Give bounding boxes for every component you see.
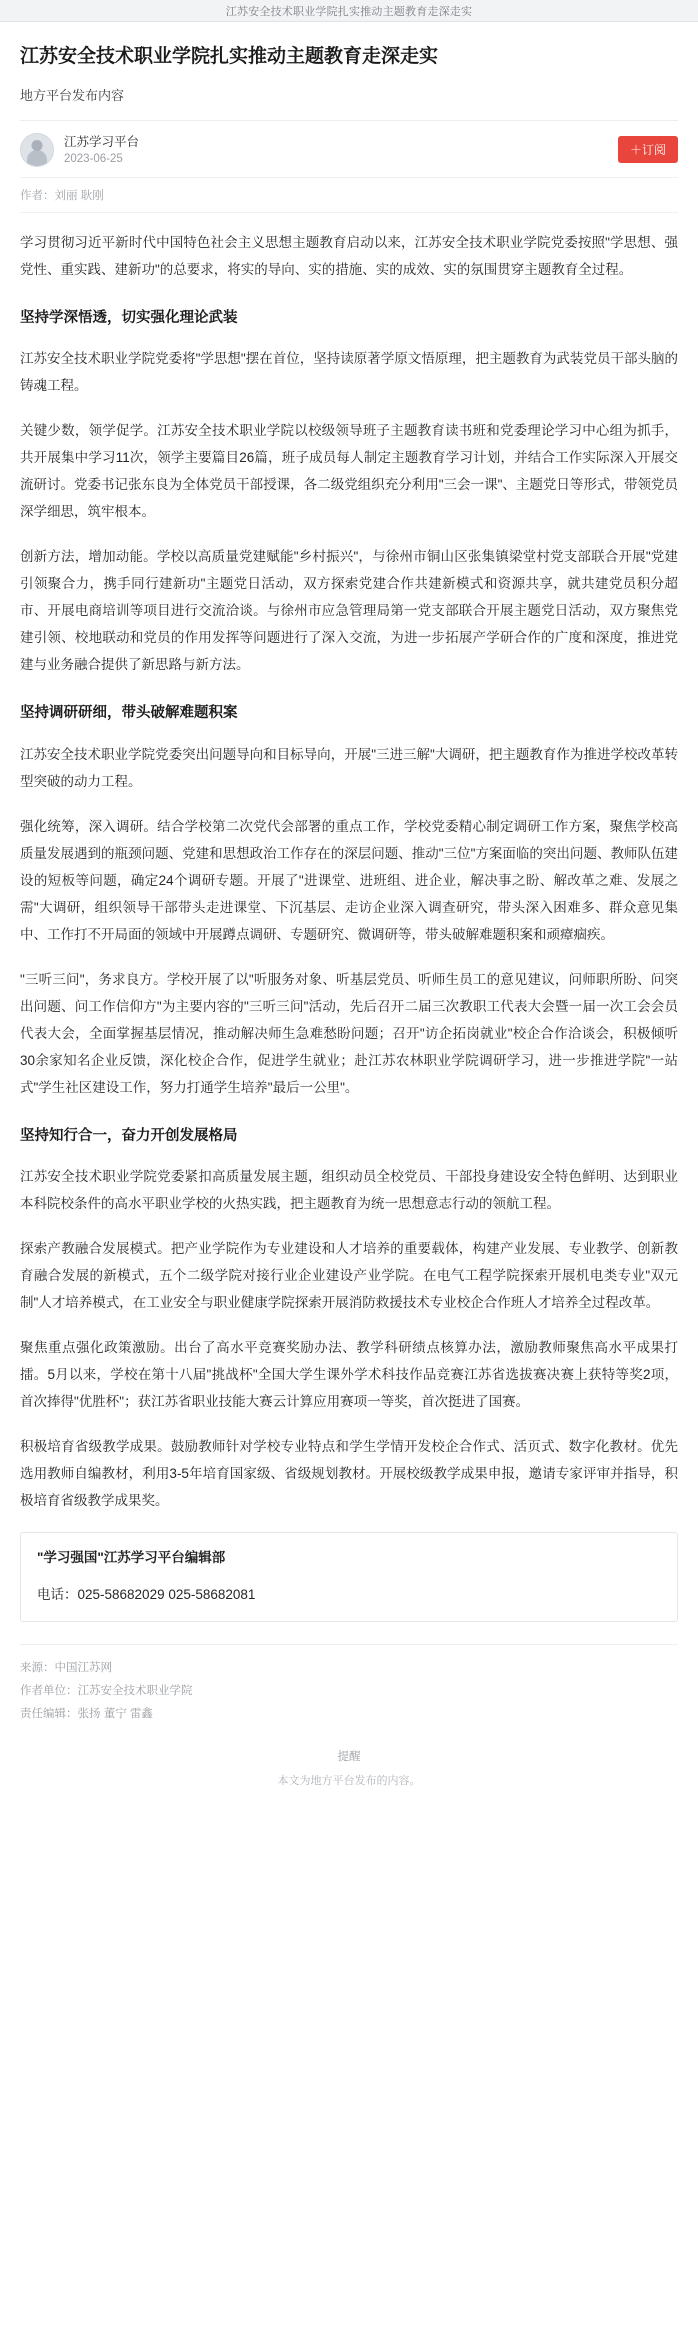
section-heading: 坚持调研研细，带头破解难题积案 xyxy=(20,705,238,722)
publish-date: 2023-06-25 xyxy=(64,152,123,165)
subscribe-button[interactable]: ＋订阅 xyxy=(618,136,678,163)
editorial-contact-box xyxy=(20,1532,678,1622)
paragraph: 探索产教融合发展模式。把产业学院作为专业建设和人才培养的重要载体，构建产业发展、专业教学、创新教育融合发展的新模式，五个二级学院对接行业企业建设产业学院。在电气工程学院探索开展机电类专业"双元制"人才培养模式，在工业安全与职业健康学院探索开展消防救援技术专业校企合作班人才培养全过程改革。 xyxy=(20,1240,678,1310)
article-container xyxy=(0,22,698,1812)
paragraph: 江苏安全技术职业学院党委紧扣高质量发展主题，组织动员全校党员、干部投身建设安全特色鲜明、达到职业本科院校条件的高水平职业学校的火热实践，把主题教育为统一思想意志行动的领航工程。 xyxy=(20,1168,678,1211)
meta-author-unit: 作者单位：江苏安全技术职业学院 xyxy=(20,1684,193,1697)
paragraph: 江苏安全技术职业学院党委突出问题导向和目标导向，开展"三进三解"大调研，把主题教育作为推进学校改革转型突破的动力工程。 xyxy=(20,746,678,789)
contact-phone: 电话：025-58682029 025-58682081 xyxy=(37,1586,256,1602)
page-title: 江苏安全技术职业学院扎实推动主题教育走深走实 xyxy=(20,46,439,67)
source-row xyxy=(20,121,678,178)
user-avatar-icon[interactable] xyxy=(20,133,54,167)
article-body xyxy=(20,213,678,1621)
meta-source: 来源：中国江苏网 xyxy=(20,1661,112,1674)
meta-editor: 责任编辑：张扬 董宁 雷鑫 xyxy=(20,1707,153,1720)
paragraph: 积极培育省级教学成果。鼓励教师针对学校专业特点和学生学情开发校企合作式、活页式、数字化教材。优先选用教师自编教材，利用3-5年培育国家级、省级规划教材。开展校级教学成果申报，邀请专家评审并指导，积极培育省级教学成果奖。 xyxy=(20,1438,678,1508)
paragraph: "三听三问"，务求良方。学校开展了以"听服务对象、听基层党员、听师生员工的意见建议，问师职所盼、问突出问题、问工作信仰方"为主要内容的"三听三问"活动，先后召开二届三次教职工代表大会暨一届一次工会会员代表大会，全面掌握基层情况，推动解决师生急难愁盼问题；召开"访企拓岗就业"校企合作洽谈会，积极倾听30余家知名企业反馈，深化校企合作，促进学生就业；赴江苏农林职业学院调研学习，进一步推进学院"一站式"学生社区建设工作，努力打通学生培养"最后一公里"。 xyxy=(20,971,678,1095)
paragraph: 强化统筹，深入调研。结合学校第二次党代会部署的重点工作，学校党委精心制定调研工作方案，聚焦学校高质量发展遇到的瓶颈问题、党建和思想政治工作存在的深层问题、推动"三位"方案面临的突出问题、教师队伍建设的短板等问题，确定24个调研专题。开展了"进课堂、进班组、进企业，解决事之盼、解改革之难、发展之需"大调研，组织领导干部带头走进课堂、下沉基层、走访企业深入调查研究，带头深入困难多、群众意见集中、工作打不开局面的领域中开展蹲点调研、专题研究、微调研等，带头破解难题积案和顽瘴痼疾。 xyxy=(20,818,678,942)
topbar-title: 江苏安全技术职业学院扎实推动主题教育走深走实 xyxy=(225,5,473,18)
source-name[interactable]: 江苏学习平台 xyxy=(64,134,140,149)
app-topbar xyxy=(0,0,698,22)
paragraph: 聚焦重点强化政策激励。出台了高水平竞赛奖励办法、教学科研绩点核算办法，激励教师聚焦高水平成果打擂。5月以来，学校在第十八届"挑战杯"全国大学生课外学术科技作品竞赛江苏省选拔赛决赛上获特等奖2项，首次捧得"优胜杯"；获江苏省职业技能大赛云计算应用赛项一等奖，首次挺进了国赛。 xyxy=(20,1339,678,1409)
paragraph: 学习贯彻习近平新时代中国特色社会主义思想主题教育启动以来，江苏安全技术职业学院党委按照"学思想、强党性、重实践、建新功"的总要求，将实的导向、实的措施、实的成效、实的氛围贯穿主题教育全过程。 xyxy=(20,235,678,278)
footer-note xyxy=(20,1732,678,1794)
paragraph: 创新方法，增加动能。学校以高质量党建赋能"乡村振兴"，与徐州市铜山区张集镇梁堂村党支部联合开展"党建引领聚合力，携手同行建新功"主题党日活动，双方探索党建合作共建新模式和资源共享，就共建党员积分超市、开展电商培训等项目进行交流洽谈。与徐州市应急管理局第一党支部联合开展主题党日活动，双方聚焦党建引领、校地联动和党员的作用发挥等问题进行了深入交流，为进一步拓展产学研合作的广度和深度，推进党建与业务融合提供了新思路与新方法。 xyxy=(20,549,678,673)
bottom-padding xyxy=(20,1794,678,1812)
section-heading: 坚持知行合一，奋力开创发展格局 xyxy=(20,1127,238,1144)
content-source-tag: 地方平台发布内容 xyxy=(20,87,125,103)
byline: 作者：刘丽 耿刚 xyxy=(20,177,678,213)
paragraph: 江苏安全技术职业学院党委将"学思想"摆在首位，坚持读原著学原文悟原理，把主题教育为武装党员干部头脑的铸魂工程。 xyxy=(20,351,678,394)
section-heading: 坚持学深悟透，切实强化理论武装 xyxy=(20,310,238,327)
footer-meta xyxy=(20,1644,678,1732)
paragraph: 关键少数，领学促学。江苏安全技术职业学院以校级领导班子主题教育读书班和党委理论学习中心组为抓手，共开展集中学习11次，领学主要篇目26篇，班子成员每人制定主题教育学习计划，并结合工作实际深入开展交流研讨。党委书记张东良为全体党员干部授课，各二级党组织充分利用"三会一课"、主题党日等形式，带领党员深学细思，筑牢根本。 xyxy=(20,423,678,520)
footer-note-title: 提醒 xyxy=(337,1750,361,1763)
source-meta xyxy=(64,133,618,168)
footer-note-text: 本文为地方平台发布的内容。 xyxy=(277,1774,421,1787)
contact-title: "学习强国"江苏学习平台编辑部 xyxy=(37,1549,226,1565)
